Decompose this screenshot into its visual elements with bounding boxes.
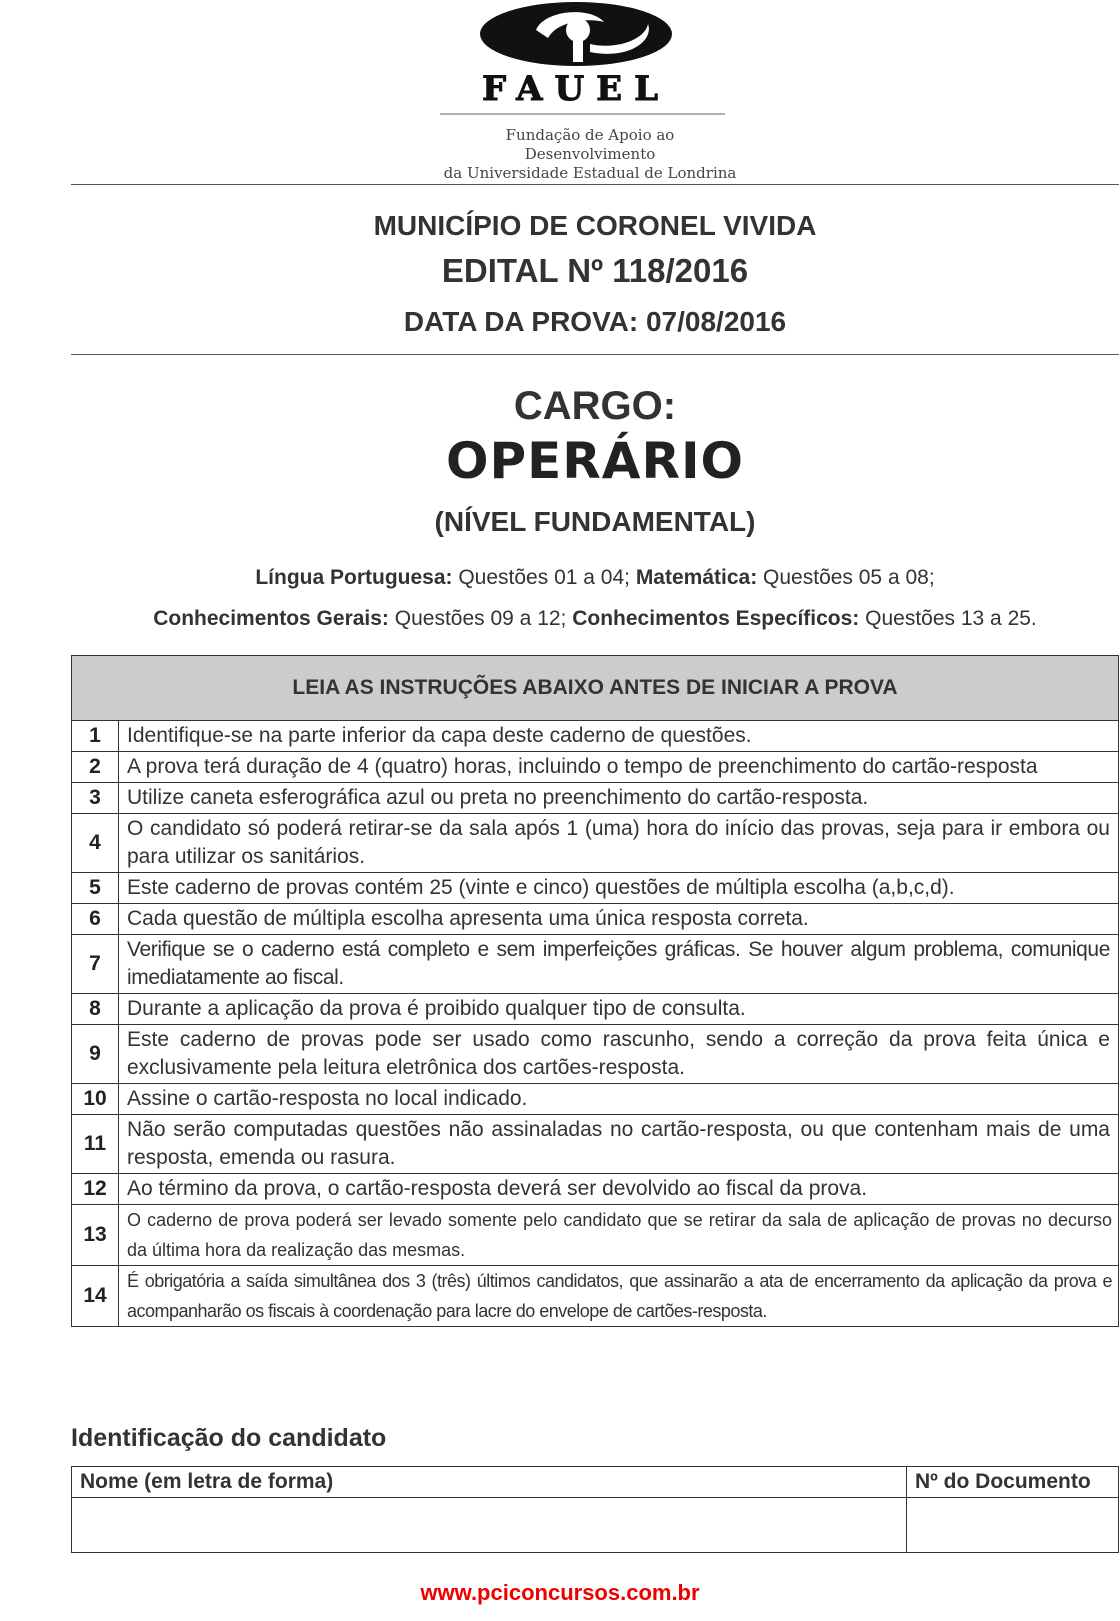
instruction-text: Verifique se o caderno está completo e sem imperfeições gráficas. Se houver algum problema, comunique imediatamente ao fiscal.: [119, 935, 1119, 994]
nivel-label: (NÍVEL FUNDAMENTAL): [434, 506, 756, 537]
divider: [71, 184, 1119, 185]
instruction-text: Cada questão de múltipla escolha apresenta uma única resposta correta.: [119, 904, 1119, 935]
instruction-text: Durante a aplicação da prova é proibido qualquer tipo de consulta.: [119, 994, 1119, 1025]
instruction-row: [72, 752, 1119, 783]
name-field[interactable]: [72, 1498, 907, 1553]
instruction-text: Utilize caneta esferográfica azul ou preta no preenchimento do cartão-resposta.: [119, 783, 1119, 814]
instruction-number: 11: [72, 1115, 119, 1174]
identification-title: Identificação do candidato: [71, 1424, 387, 1452]
instruction-row: [72, 994, 1119, 1025]
instruction-number: 13: [72, 1205, 119, 1266]
subject-range: Questões 05 a 08;: [757, 566, 935, 589]
subjects-line-2: [71, 607, 1119, 631]
instruction-text: O caderno de prova poderá ser levado somente pelo candidato que se retirar da sala de aplicação de provas no decurso da última hora da realização das mesmas.: [119, 1205, 1119, 1266]
name-header: Nome (em letra de forma): [72, 1467, 907, 1498]
instruction-text: Assine o cartão-resposta no local indicado.: [119, 1084, 1119, 1115]
subject-label: Língua Portuguesa:: [255, 566, 453, 589]
subject-range: Questões 13 a 25.: [859, 607, 1037, 630]
instruction-number: 5: [72, 873, 119, 904]
instruction-text: Este caderno de provas pode ser usado como rascunho, sendo a correção da prova feita única e exclusivamente pela leitura eletrônica dos cartões-resposta.: [119, 1025, 1119, 1084]
subject-label: Matemática:: [635, 566, 758, 589]
identification-table: [71, 1466, 1119, 1553]
instruction-number: 1: [72, 721, 119, 752]
instruction-row: [72, 1174, 1119, 1205]
footer-url[interactable]: www.pciconcursos.com.br: [420, 1580, 700, 1605]
instruction-number: 2: [72, 752, 119, 783]
instruction-number: 14: [72, 1266, 119, 1327]
instruction-row: [72, 935, 1119, 994]
instruction-row: [72, 814, 1119, 873]
logo-subtitle: [440, 126, 740, 183]
subject-label: Conhecimentos Gerais:: [153, 607, 389, 630]
subject-range: Questões 09 a 12;: [388, 607, 573, 630]
logo-subtitle-line-2: da Universidade Estadual de Londrina: [443, 164, 737, 182]
instruction-number: 4: [72, 814, 119, 873]
instruction-number: 10: [72, 1084, 119, 1115]
logo-wordmark: FAUEL: [482, 69, 670, 109]
subjects-line-1: [71, 566, 1119, 590]
instruction-row: [72, 1025, 1119, 1084]
edital-title: EDITAL Nº 118/2016: [441, 252, 749, 289]
instruction-text: Identifique-se na parte inferior da capa deste caderno de questões.: [119, 721, 1119, 752]
cargo-label: CARGO:: [513, 384, 677, 428]
divider: [71, 354, 1119, 355]
instruction-text: É obrigatória a saída simultânea dos 3 (três) últimos candidatos, que assinarão a ata de encerramento da aplicação da prova e acompanharão os fiscais à coordenação para lacre do envelope de cartões-resposta.: [119, 1266, 1119, 1327]
instruction-row: [72, 1266, 1119, 1327]
instruction-number: 6: [72, 904, 119, 935]
exam-date: DATA DA PROVA: 07/08/2016: [403, 306, 787, 337]
instruction-text: O candidato só poderá retirar-se da sala após 1 (uma) hora do início das provas, seja para ir embora ou para utilizar os sanitários.: [119, 814, 1119, 873]
fauel-logo: [0, 0, 1120, 180]
instruction-text: Este caderno de provas contém 25 (vinte e cinco) questões de múltipla escolha (a,b,c,d).: [119, 873, 1119, 904]
subject-label: Conhecimentos Específicos:: [572, 607, 860, 630]
subject-range: Questões 01 a 04;: [452, 566, 636, 589]
instruction-number: 8: [72, 994, 119, 1025]
instruction-text: A prova terá duração de 4 (quatro) horas, incluindo o tempo de preenchimento do cartão-resposta: [119, 752, 1119, 783]
cargo-name: OPERÁRIO: [445, 432, 745, 490]
instruction-row: [72, 1084, 1119, 1115]
instruction-number: 7: [72, 935, 119, 994]
instruction-number: 3: [72, 783, 119, 814]
instruction-text: Ao término da prova, o cartão-resposta deverá ser devolvido ao fiscal da prova.: [119, 1174, 1119, 1205]
municipio-title: MUNICÍPIO DE CORONEL VIVIDA: [373, 210, 817, 241]
instruction-row: [72, 721, 1119, 752]
logo-subtitle-line-1: Fundação de Apoio ao Desenvolvimento: [505, 126, 675, 163]
instruction-row: [72, 1115, 1119, 1174]
document-field[interactable]: [907, 1498, 1119, 1553]
instruction-number: 12: [72, 1174, 119, 1205]
fauel-emblem: [440, 0, 740, 125]
instructions-header: LEIA AS INSTRUÇÕES ABAIXO ANTES DE INICIAR A PROVA: [72, 656, 1119, 721]
document-header: Nº do Documento: [907, 1467, 1119, 1498]
instructions-table: [71, 655, 1119, 1327]
instruction-number: 9: [72, 1025, 119, 1084]
instruction-row: [72, 783, 1119, 814]
instruction-row: [72, 1205, 1119, 1266]
instruction-row: [72, 873, 1119, 904]
instruction-row: [72, 904, 1119, 935]
instruction-text: Não serão computadas questões não assinaladas no cartão-resposta, ou que contenham mais de uma resposta, emenda ou rasura.: [119, 1115, 1119, 1174]
